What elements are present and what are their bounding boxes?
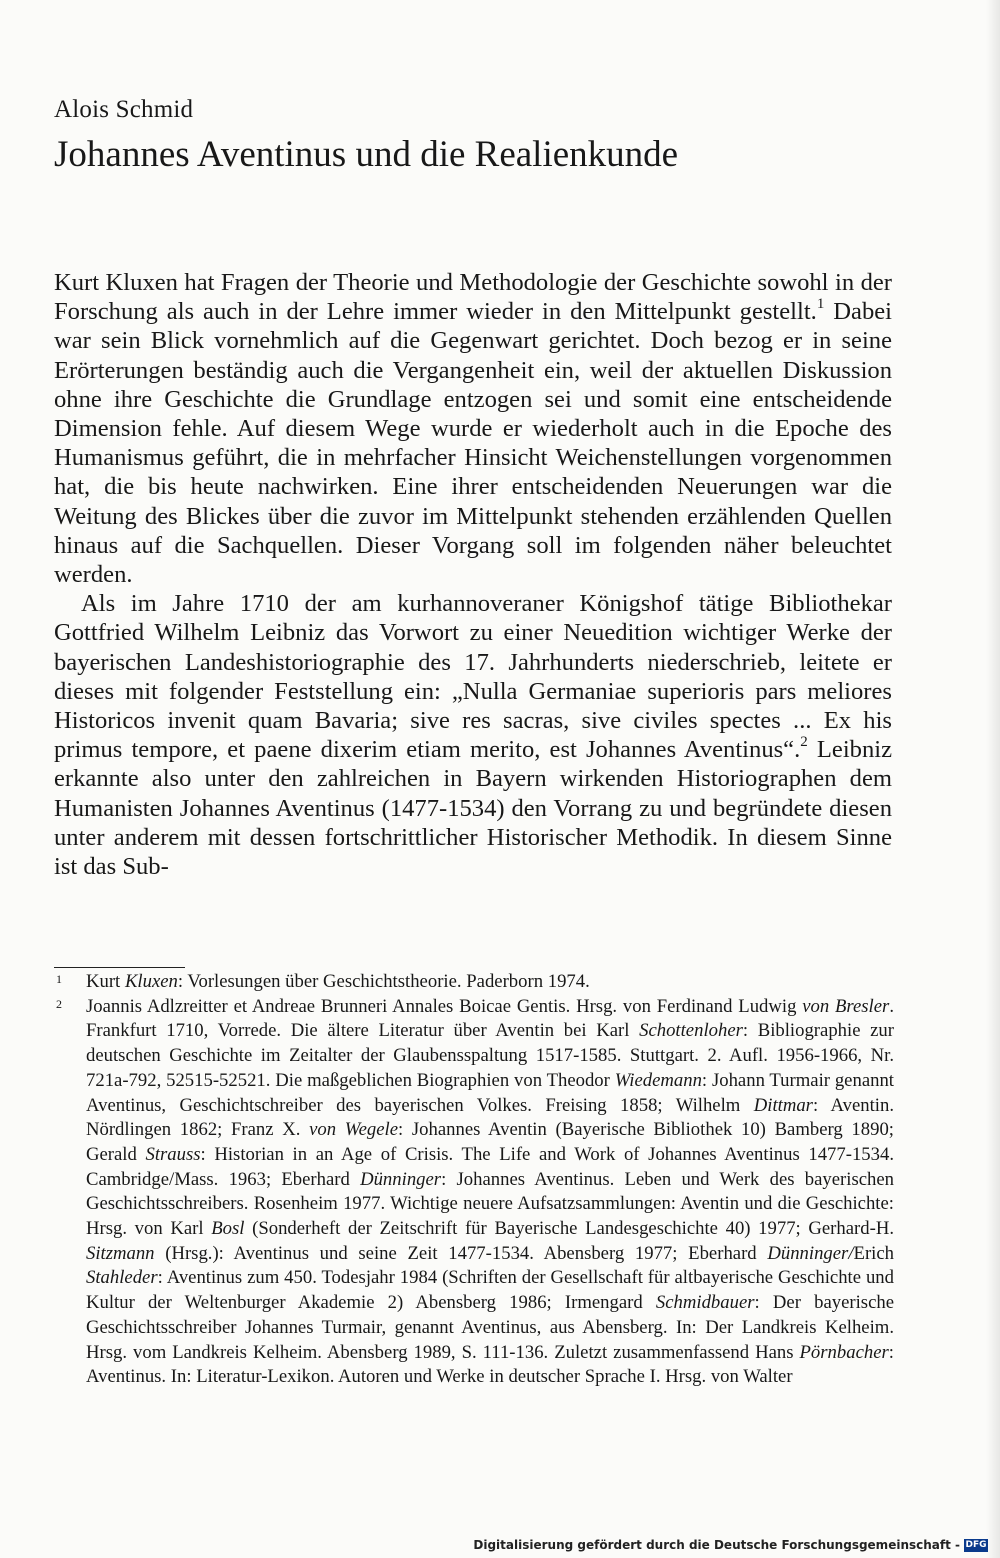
paragraph-1: [54, 268, 892, 589]
article-page: [54, 94, 894, 1388]
paragraph-2: [54, 589, 892, 881]
footnote-number: 2: [56, 996, 62, 1011]
dfg-logo-icon: DFG: [965, 1539, 987, 1550]
page-edge-shadow: [986, 0, 1000, 1558]
paragraph-1-text-b: Dabei war sein Blick vornehmlich auf die Gegenwart gerichtet. Doch bezog er in seine Erörterungen beständig auch die Vergangenheit ein, weil der aktuellen Diskussion ohne ihre Geschichte die Grundlage entzogen sei und somit eine entscheidende Dimension fehle. Auf diesem Wege wurde er wiederholt auch in die Epoche des Humanismus geführt, die in mehrfacher Hinsicht Weichenstellungen vorgenommen hat, die bis heute nachwirken. Eine ihrer entscheidenden Neuerungen war die Weitung des Blickes über die zuvor im Mittelpunkt stehenden erzählenden Quellen hinaus auf die Sachquellen. Dieser Vorgang soll im folgenden näher beleuchtet werden.: [54, 298, 892, 589]
footnote-ref-2[interactable]: 2: [800, 734, 808, 751]
footnote-number: 1: [56, 972, 62, 986]
article-title: Johannes Aventinus und die Realienkunde: [54, 134, 679, 175]
footnote-text: Kurt Kluxen: Vorlesungen über Geschichtstheorie. Paderborn 1974.: [86, 971, 590, 992]
paragraph-2-text-b: Leibniz erkannte also unter den zahlreichen in Bayern wirkenden Historiographen dem Humanisten Johannes Aventinus (1477-1534) den Vorrang zu und begründete diesen unter anderem mit dessen fortschrittlicher Historischer Methodik. In diesem Sinne ist das Sub-: [54, 736, 892, 881]
footnotes: [54, 970, 894, 1390]
footnote-text: Joannis Adlzreitter et Andreae Brunneri Annales Boicae Gentis. Hrsg. von Ferdinand Ludwig von Bresler. Frankfurt 1710, Vorrede. Die ältere Literatur über Aventin bei Karl Schottenloher: Bibliographie zur deutschen Geschichte im Zeitalter der Glaubensspaltung 1517-1585. Stuttgart. 2. Aufl. 1956-1966, Nr. 721a-792, 52515-52521. Die maßgeblichen Biographien von Theodor Wiedemann: Johann Turmair genannt Aventinus, Geschichtschreiber des bayerischen Volkes. Freising 1858; Wilhelm Dittmar: Aventin. Nördlingen 1862; Franz X. von Wegele: Johannes Aventin (Bayerische Bibliothek 10) Bamberg 1890; Gerald Strauss: Historian in an Age of Crisis. The Life and Work of Johannes Aventinus 1477-1534. Cambridge/Mass. 1963; Eberhard Dünninger: Johannes Aventinus. Leben und Werk des bayerischen Geschichtsschreibers. Rosenheim 1977. Wichtige neuere Aufsatzsammlungen: Aventin und die Geschichte: Hrsg. von Karl Bosl (Sonderheft der Zeitschrift für Bayerische Landesgeschichte 40) 1977; Gerhard-H. Sitzmann (Hrsg.): Aventinus und seine Zeit 1477-1534. Abensberg 1977; Eberhard Dünninger/Erich Stahleder: Aventinus zum 450. Todesjahr 1984 (Schriften der Gesellschaft für altbayerische Geschichte und Kultur der Weltenburger Akademie 2) Abensberg 1986; Irmengard Schmidbauer: Der bayerische Geschichtsschreiber Johannes Turmair, genannt Aventinus, aus Abensberg. In: Der Landkreis Kelheim. Hrsg. vom Landkreis Kelheim. Abensberg 1989, S. 111-136. Zuletzt zusammenfassend Hans Pörnbacher: Aventinus. In: Literatur-Lexikon. Autoren und Werke in deutscher Sprache I. Hrsg. von Walter: [86, 995, 894, 1388]
footnote-ref-1[interactable]: 1: [816, 296, 825, 313]
paragraph-2-text-a: Als im Jahre 1710 der am kurhannoveraner Königshof tätige Bibliothekar Gottfried Wilhelm Leibniz das Vorwort zu einer Neuedition wichtiger Werke der bayerischen Landeshistoriographie des 17. Jahrhunderts niederschrieb, leitete er dieses mit folgender Feststellung ein: „Nulla Germaniae superioris pars meliores Historicos invenit quam Bavaria; sive res sacras, sive civiles spectes ... Ex his primus tempore, et paene dixerim etiam merito, est Johannes Aventinus“.: [54, 590, 892, 764]
article-body: [54, 268, 892, 881]
footnote-1: [54, 970, 894, 995]
credit-text: Digitalisierung gefördert durch die Deutsche Forschungsgemeinschaft -: [473, 1538, 960, 1552]
digitization-credit: [473, 1538, 988, 1552]
footnote-2: [54, 995, 894, 1390]
paragraph-1-text-a: Kurt Kluxen hat Fragen der Theorie und Methodologie der Geschichte sowohl in der Forschung als auch in der Lehre immer wieder in den Mittelpunkt gestellt.: [54, 269, 892, 326]
author-name: Alois Schmid: [54, 96, 194, 123]
